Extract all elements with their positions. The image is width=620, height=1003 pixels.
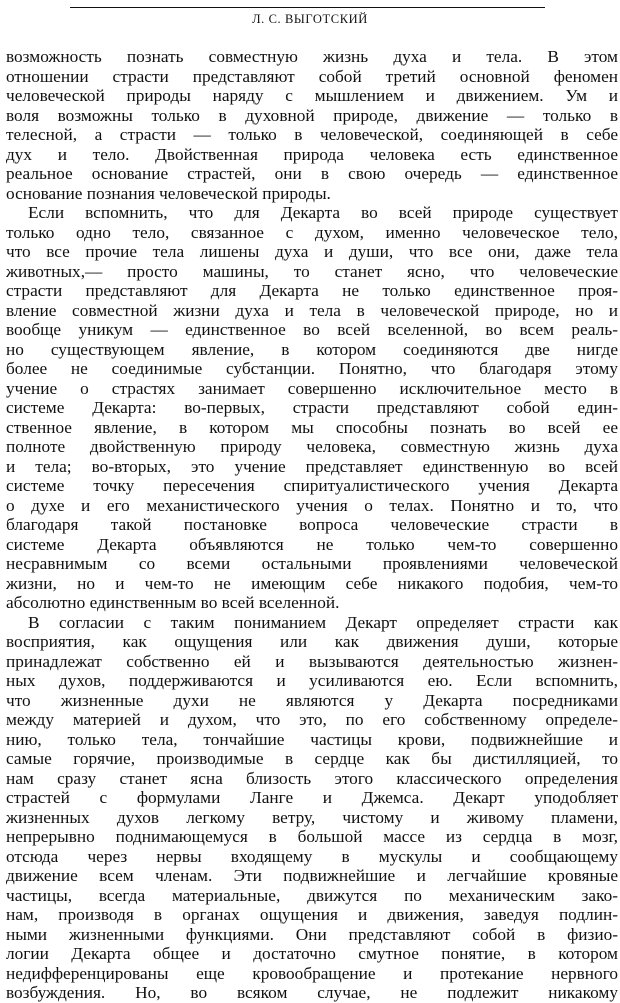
text-line: между материей и духом, что это, по его собственному определе- [6, 710, 618, 729]
text-line: животных,— просто машины, то станет ясно, что человеческие [6, 261, 618, 281]
text-line: что жизненные духи не являются у Декарта посредниками [6, 690, 618, 710]
text-line: дух и тело. Двойственная природа человека есть единственное [6, 144, 618, 164]
text-line: самые горячие, производимые в сердце как бы дистилляцией, то [6, 749, 618, 768]
header-rule [70, 7, 545, 8]
text-line: страстей с формулами Ланге и Джемса. Декарт уподобляет [6, 788, 618, 807]
text-line: несравнимым со всеми остальными проявлениями человеческой [6, 554, 618, 573]
text-line: что все прочие тела лишены духа и души, что все они, даже тела [6, 242, 618, 261]
text-line: В согласии с таким пониманием Декарт определяет страсти как [28, 612, 618, 632]
body-text [6, 47, 618, 1003]
text-line: страсти представляют для Декарта не только единственное проя- [6, 281, 618, 300]
text-line: нам, производя в органах ощущения и движения, заведуя подлин- [6, 905, 618, 924]
text-line: логии Декарта общее и достаточно смутное понятие, в котором [6, 944, 618, 963]
text-line: ными жизненными функциями. Они представляют собой в физио- [6, 924, 618, 944]
text-line: отсюда через нервы входящему в мускулы и сообщающему [6, 846, 618, 866]
text-line: движение всем членам. Эти подвижнейшие и легчайшие кровяные [6, 866, 618, 885]
text-line: абсолютно единственным во всей вселенной. [6, 593, 340, 612]
text-line: непрерывно поднимающемуся в большой массе из сердца в мозг, [6, 827, 618, 846]
text-line: возбуждения. Но, во всяком случае, не подлежит никакому [6, 983, 618, 1002]
text-line: воля возможны только в духовной природе, движение — только в [6, 105, 618, 125]
text-line: недифференцированы еще кровообращение и протекание нервного [6, 963, 618, 983]
text-line: только одно тело, связанное с духом, именно человеческое тело, [6, 222, 618, 242]
text-line: и тела; во-вторых, это учение представляет единственную во всей [6, 456, 618, 476]
text-line: нию, только тела, тончайшие частицы крови, подвижнейшие и [6, 729, 618, 749]
text-line: телесной, а страсти — только в человеческой, соединяющей в себе [6, 125, 618, 144]
text-line: жизненных духов легкому ветру, чистому и живому пламени, [6, 807, 618, 827]
text-line: нам сразу станет ясна близость этого классического определения [6, 768, 618, 788]
text-line: системе Декарта объявляются не только чем-то совершенно [6, 534, 618, 554]
text-line: полноте двойственную природу человека, совместную жизнь духа [6, 437, 618, 456]
text-line: Если вспомнить, что для Декарта во всей природе существует [28, 203, 618, 222]
text-line: принадлежат собственно ей и вызываются деятельностью жизнен- [6, 651, 618, 671]
text-line: реальное основание страстей, они в свою очередь — единственное [6, 164, 618, 183]
text-line: о духе и его механистического учения о телах. Понятно и то, что [6, 495, 618, 515]
text-line: ных духов, поддерживаются и усиливаются ею. Если вспомнить, [6, 671, 618, 690]
text-line: благодаря такой постановке вопроса человеческие страсти в [6, 515, 618, 534]
text-line: учение о страстях занимает совершенно исключительное место в [6, 378, 618, 398]
text-line: восприятия, как ощущения или как движения души, которые [6, 632, 618, 651]
text-line: ственное явление, в котором мы способны познать во всей ее [6, 417, 618, 437]
text-line: основание познания человеческой природы. [6, 183, 331, 203]
text-line: отношении страсти представляют собой третий основной феномен [6, 66, 618, 86]
text-line: системе точку пересечения спиритуалистического учения Декарта [6, 476, 618, 495]
text-line: человеческой природы наряду с мышлением и движением. Ум и [6, 86, 618, 105]
text-line: более не соединимые субстанции. Понятно, что благодаря этому [6, 359, 618, 378]
text-line: частицы, всегда материальные, движутся по механическим зако- [6, 885, 618, 905]
text-line: вообще уникум — единственное во всей вселенной, во всем реаль- [6, 320, 618, 339]
text-line: жизни, но и чем-то не имеющим себе никакого подобия, чем-то [6, 573, 618, 593]
text-line: возможность познать совместную жизнь духа и тела. В этом [6, 47, 618, 66]
running-head: Л. С. ВЫГОТСКИЙ [252, 12, 368, 26]
text-line: системе Декарта: во-первых, страсти представляют собой един- [6, 398, 618, 417]
text-line: но существующем явление, в котором соединяются две нигде [6, 339, 618, 359]
text-line: вление совместной жизни духа и тела в человеческой природе, но и [6, 300, 618, 320]
